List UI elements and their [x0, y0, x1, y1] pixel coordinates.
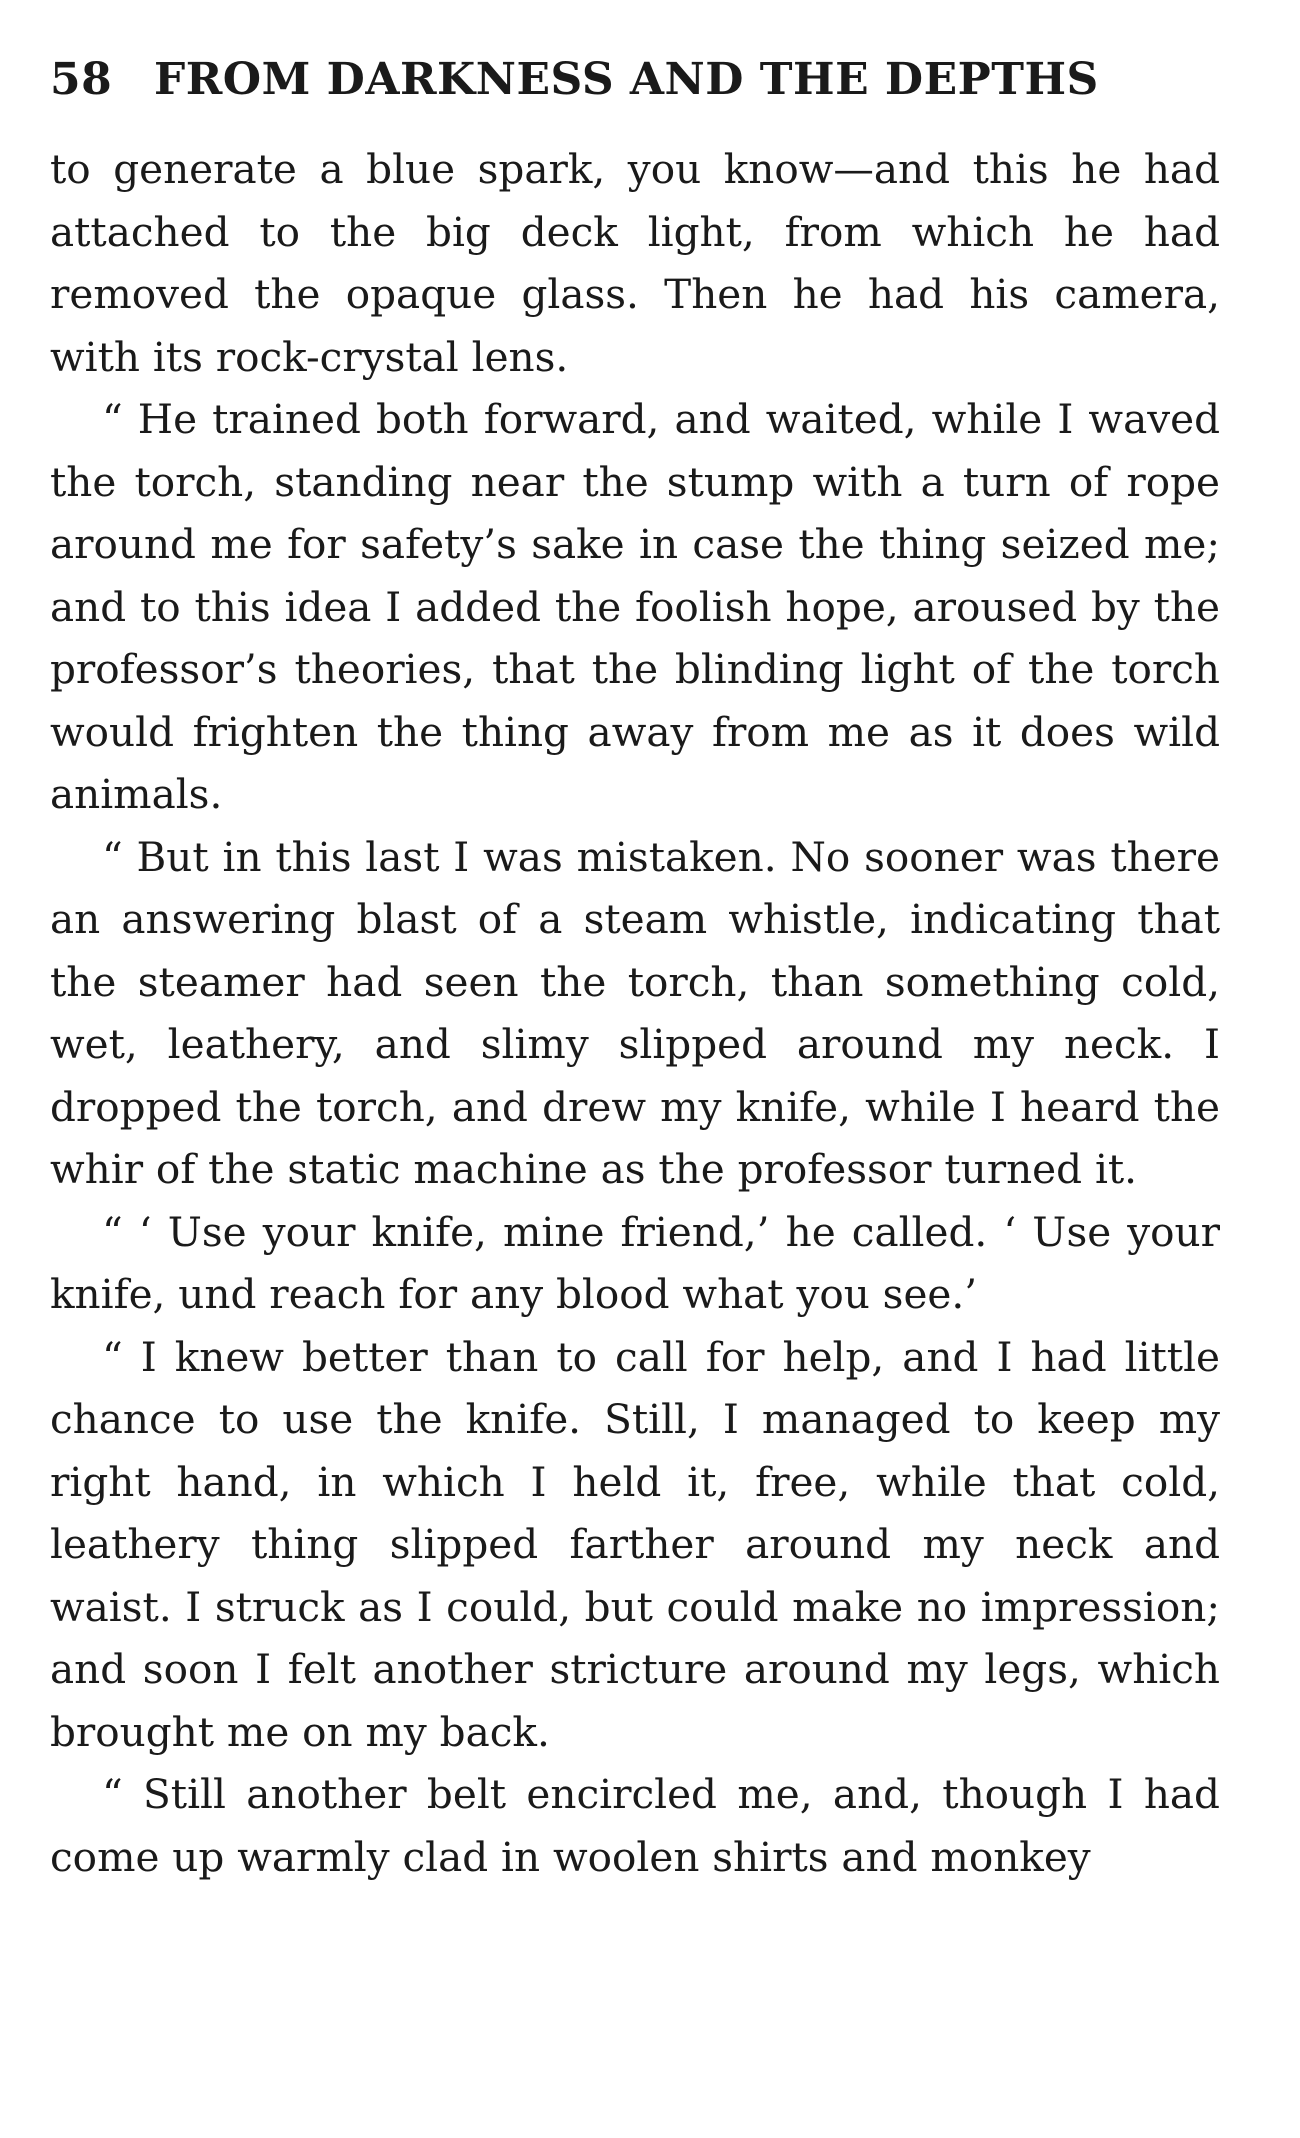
running-title: FROM DARKNESS AND THE DEPTHS	[154, 54, 1099, 105]
page-number: 58	[50, 54, 113, 105]
running-head	[50, 48, 1220, 112]
book-page	[50, 48, 1220, 1888]
body-text	[50, 138, 1220, 1888]
paragraph: “ I knew better than to call for help, and I had little chance to use the knife. Still, I managed to keep my right hand, in which I held it, free, while that cold, leathery thing slipped farther around my neck and waist. I struck as I could, but could make no impression; and soon I felt another stricture around my legs, which brought me on my back.	[50, 1332, 1220, 1756]
paragraph: “ He trained both forward, and waited, while I waved the torch, standing near the stump with a turn of rope around me for safety’s sake in case the thing seized me; and to this idea I added the foolish hope, aroused by the professor’s theories, that the blinding light of the torch would frighten the thing away from me as it does wild animals.	[50, 395, 1220, 818]
paragraph: “ Still another belt encircled me, and, though I had come up warmly clad in woolen shirts and monkey	[50, 1770, 1220, 1881]
paragraph: “ ‘ Use your knife, mine friend,’ he called. ‘ Use your knife, und reach for any blood what you see.’	[50, 1207, 1220, 1318]
paragraph-continued: to generate a blue spark, you know—and this he had attached to the big deck light, from which he had removed the opaque glass. Then he had his camera, with its rock-crystal lens.	[50, 145, 1220, 381]
paragraph: “ But in this last I was mistaken. No sooner was there an answering blast of a steam whistle, indicating that the steamer had seen the torch, than something cold, wet, leathery, and slimy slipped around my neck. I dropped the torch, and drew my knife, while I heard the whir of the static machine as the professor turned it.	[50, 832, 1220, 1193]
